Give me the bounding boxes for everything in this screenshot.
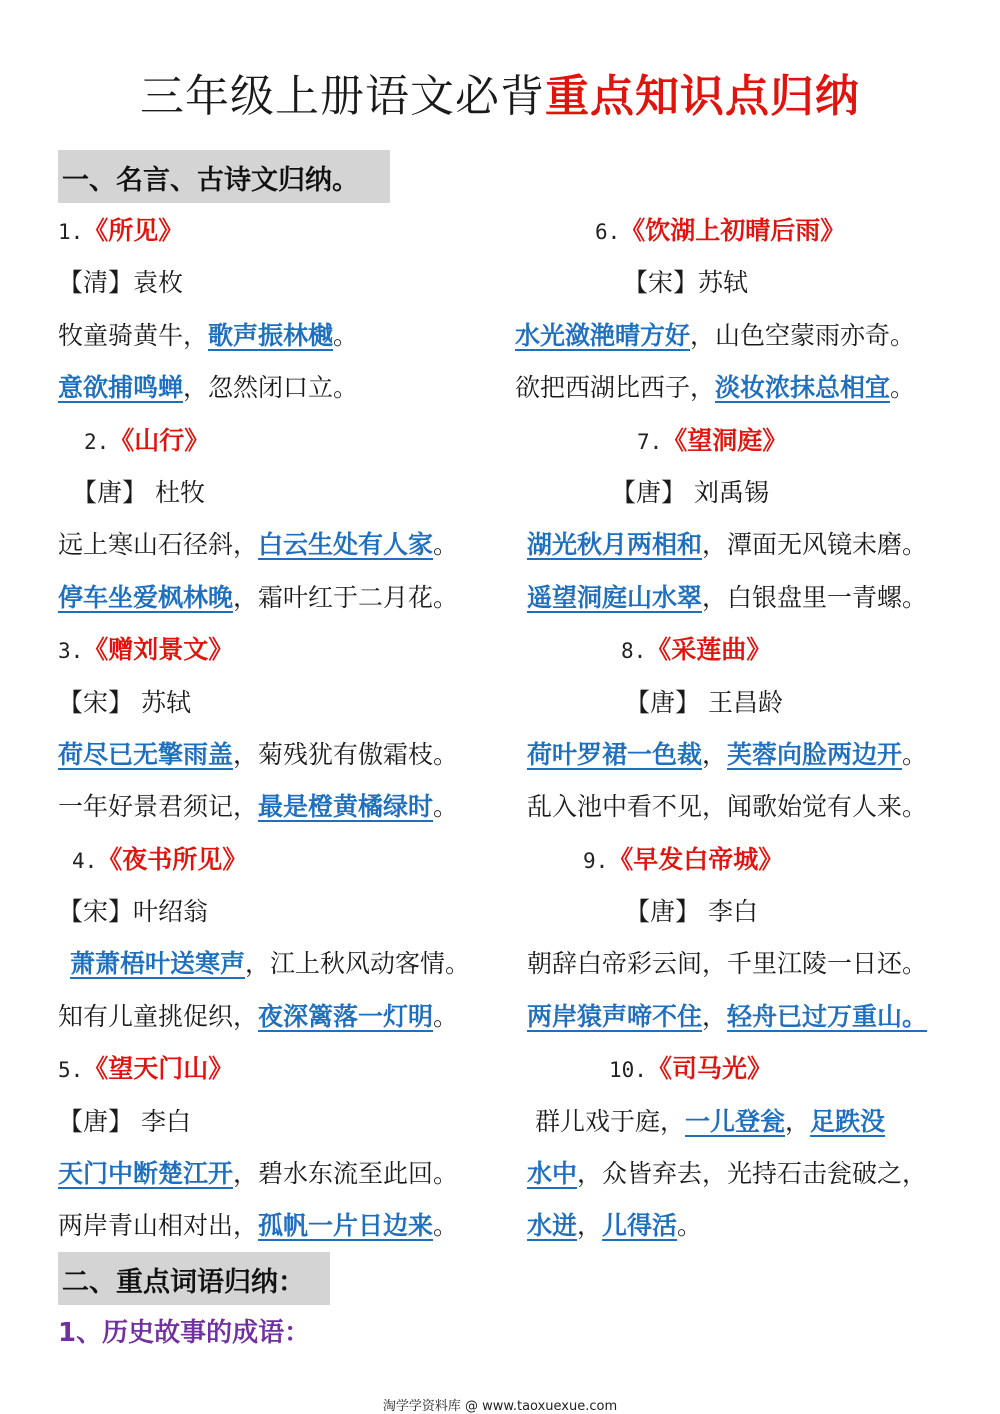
poem-title: 《望洞庭》 — [662, 425, 788, 455]
poem-author: 【唐】 刘禹锡 — [611, 477, 769, 507]
title-red: 重点知识点归纳 — [545, 71, 860, 122]
poem-title: 《早发白帝城》 — [608, 844, 784, 874]
poem-line — [58, 1148, 498, 1200]
highlight: 足跌没 — [810, 1106, 886, 1136]
poem-title-line — [58, 834, 498, 886]
poem-title: 《采莲曲》 — [646, 635, 772, 665]
poem-number: 5. — [58, 1058, 84, 1083]
poem-line — [58, 362, 498, 414]
prose-line — [515, 1096, 955, 1148]
highlight: 歌声振林樾 — [208, 320, 334, 350]
poem-title: 《望天门山》 — [83, 1054, 234, 1084]
text: 。 — [677, 1211, 703, 1241]
highlight: 遥望洞庭山水翠 — [527, 582, 703, 612]
poem-line — [58, 781, 498, 833]
poem-title: 《饮湖上初晴后雨》 — [620, 216, 846, 245]
text: 群儿戏于庭， — [535, 1106, 686, 1136]
poem-author: 【宋】叶绍翁 — [58, 897, 209, 927]
footer-watermark: 淘学学资料库 @ www.taoxuexue.com — [382, 1399, 618, 1414]
poem-number: 9. — [583, 848, 609, 873]
text: ，碧水东流至此回。 — [233, 1159, 459, 1189]
poem-title-line — [515, 205, 955, 257]
highlight: 孤帆一片日边来 — [258, 1211, 434, 1241]
text: 知有儿童挑促织， — [58, 1001, 259, 1031]
title-black: 三年级上册语文必背 — [140, 71, 545, 122]
poem-line — [515, 572, 955, 624]
poem-author: 【宋】苏轼 — [623, 268, 749, 298]
text: ， — [702, 1001, 728, 1031]
text: 。 — [433, 1211, 459, 1241]
text: 一年好景君须记， — [58, 792, 259, 822]
text: 。 — [433, 530, 459, 560]
text: 牧童骑黄牛， — [58, 320, 209, 350]
highlight: 停车坐爱枫林晚 — [58, 582, 234, 612]
poem-number: 10. — [609, 1058, 647, 1083]
poem-author: 【唐】 杜牧 — [72, 477, 205, 507]
poem-author: 【清】袁枚 — [58, 268, 184, 298]
poem-number: 2. — [84, 429, 110, 454]
poem-line — [515, 729, 955, 781]
poem-author: 【唐】 王昌龄 — [625, 687, 783, 717]
poem-number: 4. — [72, 848, 98, 873]
text: 远上寒山石径斜， — [58, 530, 259, 560]
poem-title-line — [58, 205, 498, 257]
poem-line — [58, 310, 498, 362]
poem-title-line — [58, 1043, 498, 1095]
poem-line — [58, 729, 498, 781]
poem-author: 【唐】 李白 — [625, 897, 758, 927]
highlight: 水中 — [527, 1159, 578, 1189]
poem-number: 7. — [637, 429, 663, 454]
poem-title: 《赠刘景文》 — [83, 635, 234, 665]
right-column — [515, 205, 955, 1253]
text: 。 — [890, 373, 916, 403]
text: 。 — [333, 320, 359, 350]
text: ， — [785, 1106, 811, 1136]
highlight: 荷尽已无擎雨盖 — [58, 739, 234, 769]
poem-title: 《山行》 — [109, 425, 210, 455]
poem-title: 《所见》 — [83, 216, 184, 245]
highlight: 夜深篱落一灯明 — [258, 1001, 434, 1031]
section-heading-poems: 一、名言、古诗文归纳。 — [58, 150, 390, 203]
poem-line — [58, 572, 498, 624]
highlight: 湖光秋月两相和 — [527, 530, 703, 560]
poem-title: 《夜书所见》 — [97, 844, 248, 874]
highlight: 萧萧梧叶送寒声 — [70, 949, 246, 979]
poem-line: 朝辞白帝彩云间，千里江陵一日还。 — [527, 949, 928, 979]
poem-number: 8. — [621, 639, 647, 664]
poem-line — [515, 519, 955, 571]
poem-number: 6. — [595, 220, 621, 244]
poem-line — [515, 310, 955, 362]
highlight: 水光潋滟晴方好 — [515, 320, 691, 350]
left-column — [58, 205, 498, 1253]
text: 。 — [433, 792, 459, 822]
text: ，众皆弃去，光持石击瓮破之， — [577, 1159, 928, 1189]
poem-line: 乱入池中看不见，闻歌始觉有人来。 — [527, 792, 928, 822]
poem-line — [515, 362, 955, 414]
poem-line — [58, 991, 498, 1043]
text: ，霜叶红于二月花。 — [233, 582, 459, 612]
highlight: 轻舟已过万重山。 — [727, 1001, 928, 1031]
highlight: 两岸猿声啼不住 — [527, 1001, 703, 1031]
highlight: 意欲捕鸣蝉 — [58, 373, 184, 403]
text: ，潭面无风镜未磨。 — [702, 530, 928, 560]
poem-author: 【唐】 李白 — [58, 1106, 191, 1136]
poem-title-line — [515, 834, 955, 886]
highlight: 最是橙黄橘绿时 — [258, 792, 434, 822]
highlight: 天门中断楚江开 — [58, 1159, 234, 1189]
text: 。 — [433, 1001, 459, 1031]
text: ，忽然闭口立。 — [183, 373, 359, 403]
text: 。 — [902, 739, 928, 769]
highlight: 淡妆浓抹总相宜 — [715, 373, 891, 403]
poem-number: 3. — [58, 639, 84, 664]
highlight: 一儿登瓮 — [685, 1106, 786, 1136]
highlight: 白云生处有人家 — [258, 530, 434, 560]
text: ，白银盘里一青螺。 — [702, 582, 928, 612]
poem-title-line — [515, 415, 955, 467]
poem-author: 【宋】 苏轼 — [58, 687, 191, 717]
poem-title-line — [58, 415, 498, 467]
text: ，山色空蒙雨亦奇。 — [690, 320, 916, 350]
poem-title-line — [515, 1043, 955, 1095]
poem-title-line — [58, 624, 498, 676]
poem-line — [58, 938, 498, 990]
text: ，菊残犹有傲霜枝。 — [233, 739, 459, 769]
poem-title-line — [515, 624, 955, 676]
highlight: 水迸 — [527, 1211, 578, 1241]
highlight: 儿得活 — [602, 1211, 678, 1241]
text: ， — [577, 1211, 603, 1241]
page-title — [0, 60, 1000, 124]
subsection-heading: 1、历史故事的成语： — [58, 1318, 311, 1348]
section-heading-words: 二、重点词语归纳： — [58, 1252, 330, 1305]
text: 欲把西湖比西子， — [515, 373, 716, 403]
prose-line — [515, 1148, 955, 1200]
highlight: 荷叶罗裙一色裁 — [527, 739, 703, 769]
highlight: 芙蓉向脸两边开 — [727, 739, 903, 769]
poem-line — [58, 1200, 498, 1252]
text: ，江上秋风动客情。 — [245, 949, 471, 979]
poem-line — [515, 991, 955, 1043]
poem-number: 1. — [58, 220, 84, 244]
poem-title: 《司马光》 — [646, 1054, 772, 1084]
prose-line — [515, 1200, 955, 1252]
text: ， — [702, 739, 728, 769]
text: 两岸青山相对出， — [58, 1211, 259, 1241]
poem-line — [58, 519, 498, 571]
